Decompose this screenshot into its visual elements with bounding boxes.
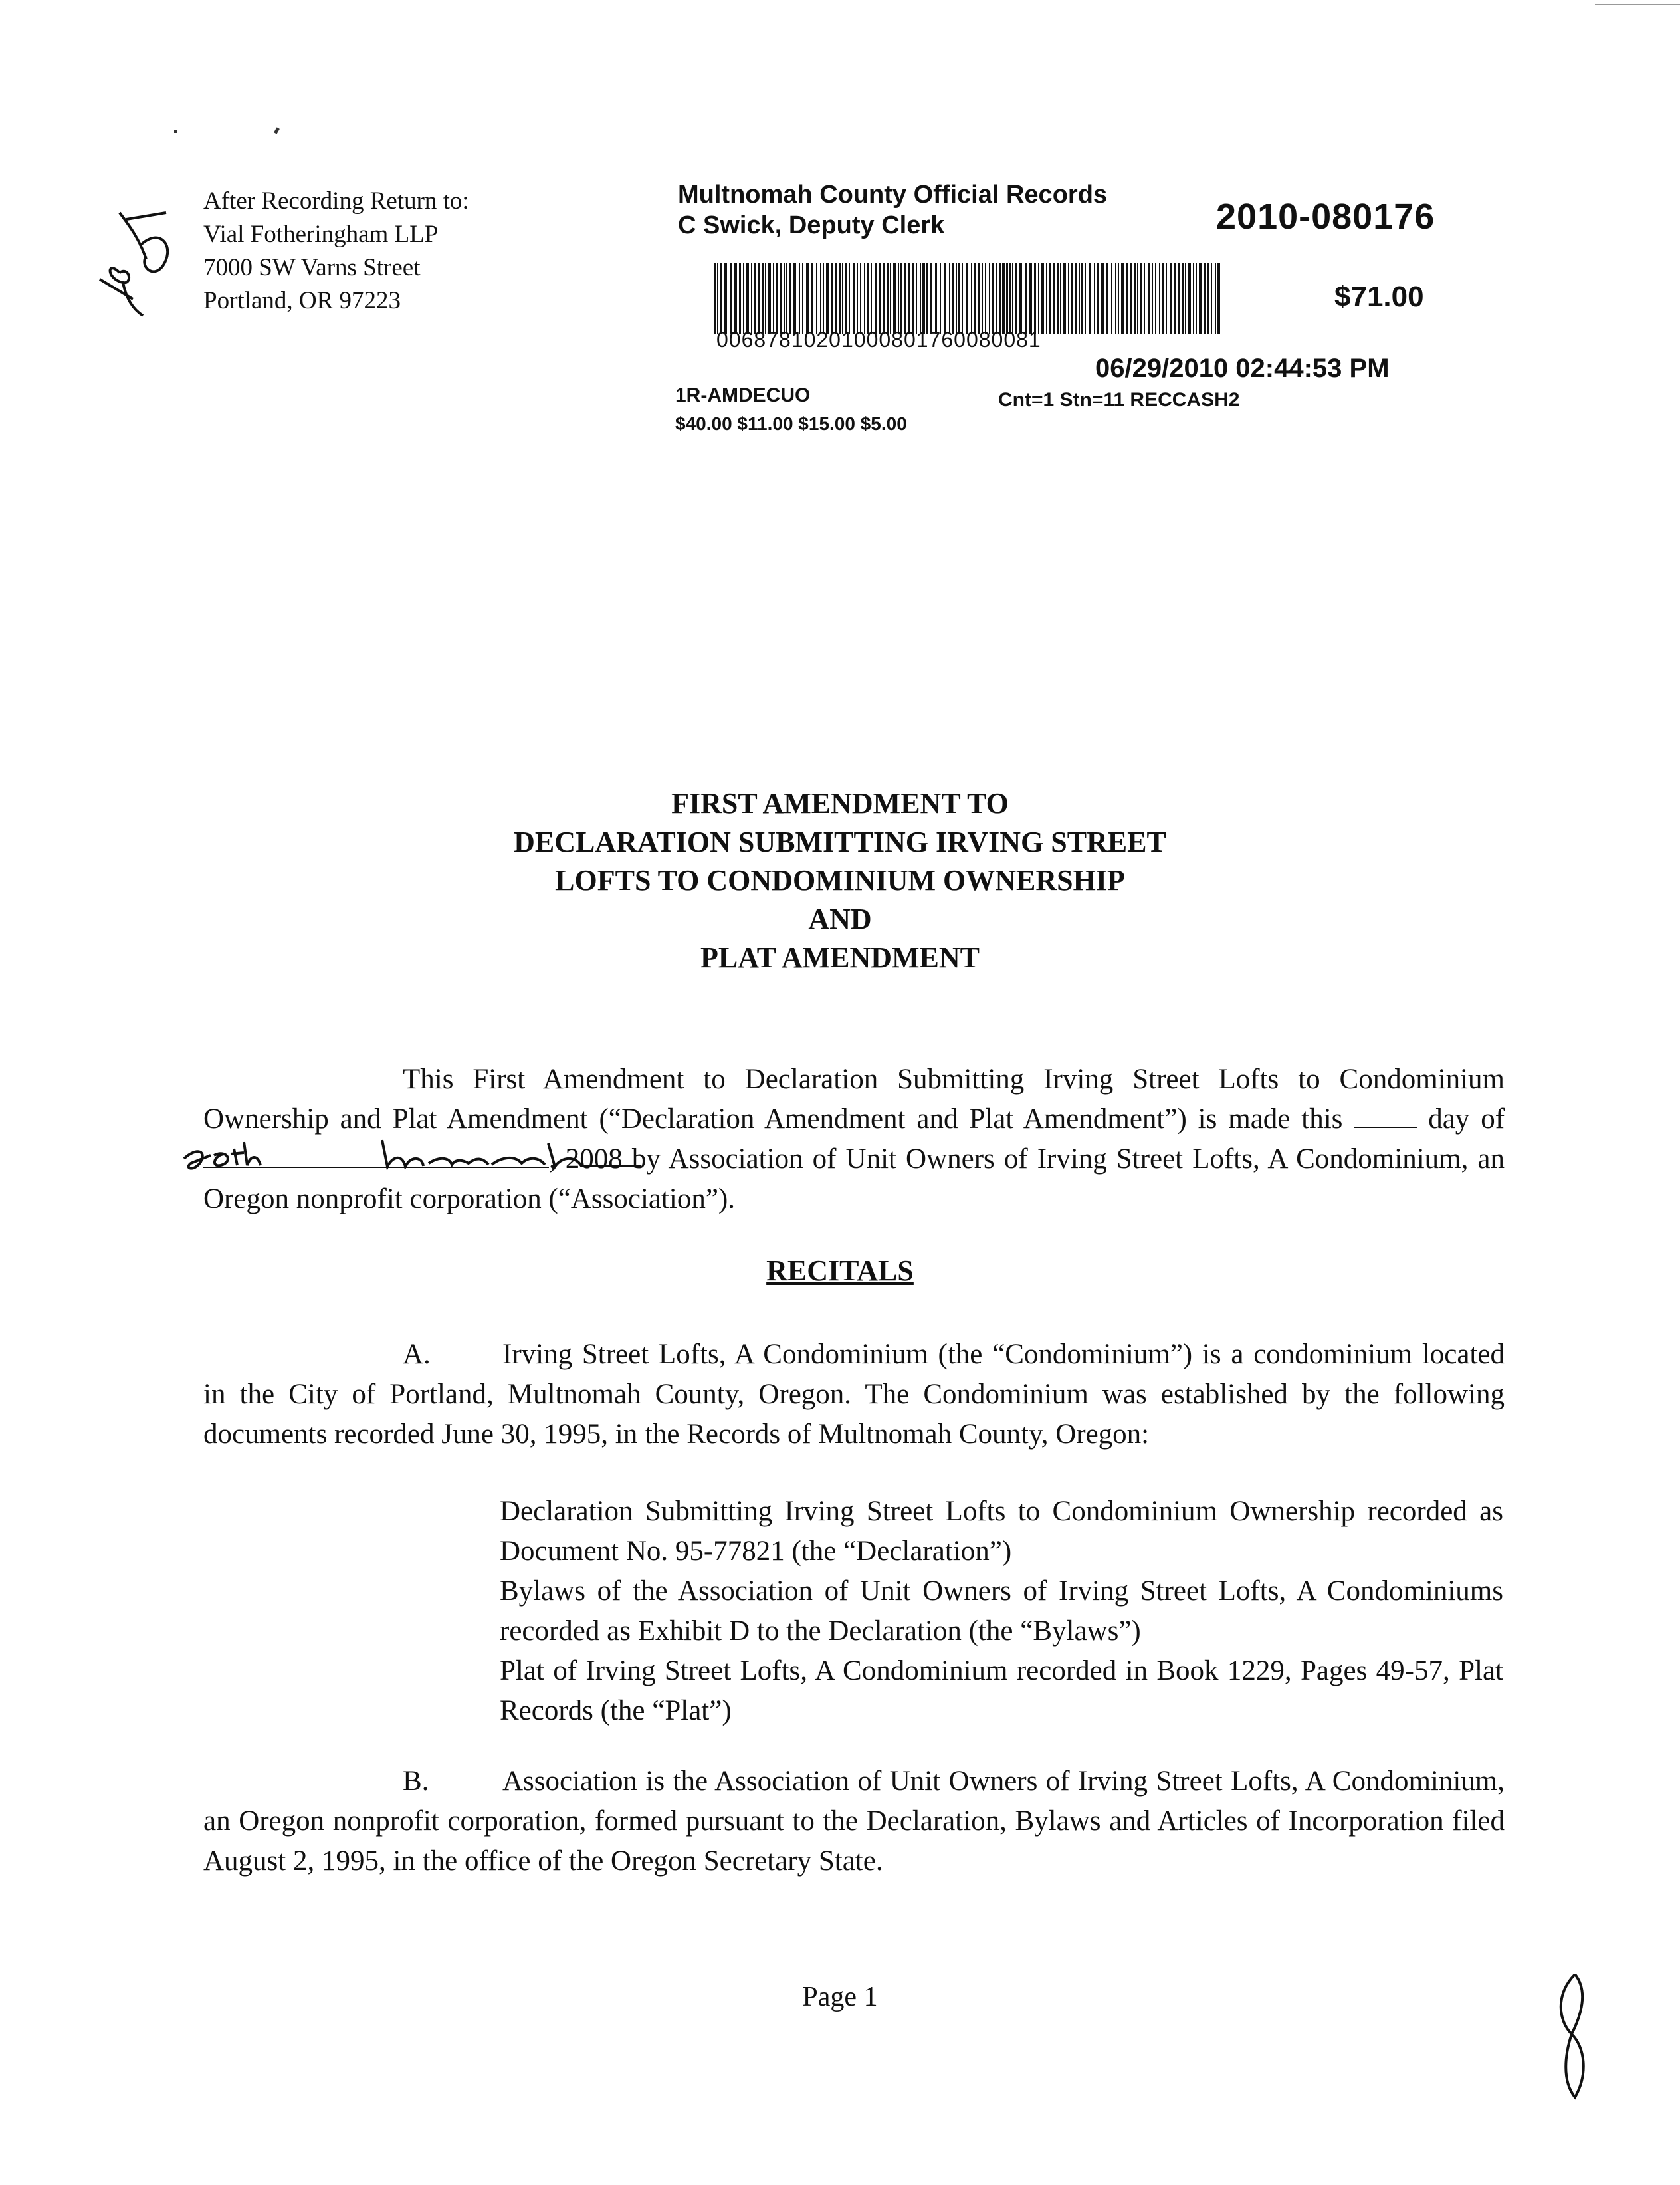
barcode-bar bbox=[849, 263, 850, 334]
barcode-bar bbox=[1204, 263, 1206, 334]
barcode-bar bbox=[1041, 263, 1044, 334]
barcode-bar bbox=[780, 263, 782, 334]
barcode-bar bbox=[1079, 263, 1080, 334]
stray-mark-tick bbox=[274, 127, 280, 134]
barcode-bar bbox=[1097, 263, 1099, 334]
barcode-bar bbox=[845, 263, 847, 334]
barcode-bar bbox=[1115, 263, 1116, 334]
barcode-bar bbox=[989, 263, 990, 334]
barcode-bar bbox=[768, 263, 771, 334]
day-blank bbox=[1354, 1101, 1417, 1128]
barcode-bar bbox=[1199, 263, 1202, 334]
barcode-bar bbox=[1006, 263, 1008, 334]
barcode-bar bbox=[1174, 263, 1176, 334]
title-line: LOFTS TO CONDOMINIUM OWNERSHIP bbox=[555, 864, 1125, 897]
barcode-bar bbox=[1060, 263, 1061, 334]
barcode-bar bbox=[999, 263, 1001, 334]
recitals-heading: RECITALS bbox=[766, 1254, 914, 1287]
barcode-bar bbox=[739, 263, 741, 334]
barcode-bar bbox=[758, 263, 760, 334]
barcode-bar bbox=[1046, 263, 1047, 334]
barcode-bar bbox=[1208, 263, 1209, 334]
return-address-line: 7000 SW Varns Street bbox=[203, 254, 421, 281]
barcode-bar bbox=[883, 263, 885, 334]
barcode-bar bbox=[776, 263, 778, 334]
recital-a bbox=[203, 1335, 1505, 1454]
barcode-bar bbox=[893, 263, 896, 334]
recital-b-text: Association is the Association of Unit Owners of Irving Street Lofts, A Condominium, an Oregon nonprofit corporation, formed pursuant to the Declaration, Bylaws and Articles of Incorporation filed August 2, 1995, in the office of the Oregon Secretary State. bbox=[203, 1766, 1505, 1877]
barcode-bar bbox=[1101, 263, 1104, 334]
barcode-bar bbox=[978, 263, 980, 334]
barcode-bar bbox=[793, 263, 796, 334]
recording-barcode bbox=[714, 263, 1223, 334]
barcode-bar bbox=[1002, 263, 1005, 334]
barcode-bar bbox=[1053, 263, 1055, 334]
barcode-bar bbox=[734, 263, 737, 334]
barcode-bar bbox=[799, 263, 800, 334]
barcode-bar bbox=[982, 263, 983, 334]
barcode-bar bbox=[1038, 263, 1039, 334]
barcode-bar bbox=[826, 263, 829, 334]
barcode-bar bbox=[916, 263, 917, 334]
barcode-bar bbox=[922, 263, 925, 334]
recital-b-label: B. bbox=[403, 1766, 429, 1797]
recording-document-number: 2010-080176 bbox=[1216, 197, 1435, 237]
barcode-bar bbox=[1121, 263, 1124, 334]
title-line: PLAT AMENDMENT bbox=[700, 941, 980, 974]
barcode-bar bbox=[971, 263, 972, 334]
recording-office: Multnomah County Official Records bbox=[678, 181, 1108, 209]
barcode-bar bbox=[1140, 263, 1142, 334]
barcode-bar bbox=[1170, 263, 1172, 334]
barcode-bar bbox=[816, 263, 817, 334]
barcode-bar bbox=[820, 263, 821, 334]
barcode-bar bbox=[1089, 263, 1091, 334]
document-title bbox=[0, 784, 1680, 977]
barcode-bar bbox=[860, 263, 861, 334]
list-item: Plat of Irving Street Lofts, A Condominium recorded in Book 1229, Pages 49-57, Plat Records (the “Plat”) bbox=[500, 1655, 1503, 1726]
barcode-bar bbox=[1130, 263, 1132, 334]
handwritten-day bbox=[181, 1135, 267, 1175]
barcode-bar bbox=[1126, 263, 1128, 334]
barcode-bar bbox=[952, 263, 954, 334]
barcode-bar bbox=[1063, 263, 1066, 334]
intro-text-part1: This First Amendment to Declaration Submitting Irving Street Lofts to Condominium Ownership and Plat Amendment (“Declaration Amendment and Plat Amendment”) is made this bbox=[203, 1064, 1505, 1135]
barcode-bar bbox=[962, 263, 963, 334]
page-number: Page 1 bbox=[802, 1982, 878, 2012]
barcode-bar bbox=[754, 263, 756, 334]
barcode-bar bbox=[1029, 263, 1032, 334]
barcode-bar bbox=[871, 263, 872, 334]
barcode-bar bbox=[724, 263, 727, 334]
barcode-bar bbox=[930, 263, 932, 334]
barcode-bar bbox=[1215, 263, 1216, 334]
barcode-bar bbox=[786, 263, 788, 334]
barcode-bar bbox=[806, 263, 809, 334]
barcode-bar bbox=[1182, 263, 1184, 334]
barcode-bar bbox=[1057, 263, 1059, 334]
barcode-bar bbox=[867, 263, 869, 334]
barcode-bar bbox=[992, 263, 994, 334]
barcode-bar bbox=[1094, 263, 1095, 334]
title-line: DECLARATION SUBMITTING IRVING STREET bbox=[514, 826, 1166, 858]
barcode-bar bbox=[1178, 263, 1180, 334]
barcode-bar bbox=[811, 263, 813, 334]
barcode-bar bbox=[1193, 263, 1194, 334]
return-address-line: Portland, OR 97223 bbox=[203, 287, 401, 314]
barcode-bar bbox=[1162, 263, 1164, 334]
barcode-bar bbox=[926, 263, 928, 334]
barcode-bar bbox=[920, 263, 921, 334]
barcode-bar bbox=[956, 263, 957, 334]
barcode-bar bbox=[890, 263, 891, 334]
barcode-bar bbox=[1009, 263, 1011, 334]
barcode-bar bbox=[908, 263, 910, 334]
barcode-bar bbox=[730, 263, 732, 334]
intro-text-part2: , 2008 by Association of Unit Owners of Irving Street Lofts, A Condominium, an Oregon nonprofit corporation (“Association”). bbox=[203, 1143, 1505, 1214]
barcode-bar bbox=[1217, 263, 1220, 334]
barcode-bar bbox=[1159, 263, 1160, 334]
recital-a-text: Irving Street Lofts, A Condominium (the “Condominium”) is a condominium located in the City of Portland, Multnomah County, Oregon. The Condominium was established by the following documents recorded June 30, 1995, in the Records of Multnomah County, Oregon: bbox=[203, 1339, 1505, 1450]
barcode-bar bbox=[746, 263, 749, 334]
handwritten-month bbox=[375, 1137, 655, 1177]
barcode-bar bbox=[773, 263, 774, 334]
document-type-code: 1R-AMDECUO bbox=[675, 384, 811, 406]
list-item: Bylaws of the Association of Unit Owners of Irving Street Lofts, A Condominiums recorded as Exhibit D to the Declaration (the “Bylaws”) bbox=[500, 1575, 1503, 1647]
barcode-bar bbox=[949, 263, 950, 334]
barcode-bar bbox=[1071, 263, 1073, 334]
recital-b bbox=[203, 1762, 1505, 1881]
return-address-line: Vial Fotheringham LLP bbox=[203, 221, 439, 248]
barcode-bar bbox=[974, 263, 976, 334]
barcode-bar bbox=[839, 263, 841, 334]
handwritten-page-mark bbox=[1548, 1968, 1595, 2107]
barcode-bar bbox=[1015, 263, 1017, 334]
barcode-digits: 00687810201000801760080081 bbox=[716, 328, 1041, 352]
barcode-bar bbox=[875, 263, 877, 334]
barcode-bar bbox=[1012, 263, 1013, 334]
barcode-bar bbox=[996, 263, 997, 334]
barcode-bar bbox=[743, 263, 744, 334]
title-line: AND bbox=[808, 903, 872, 935]
corner-scan-line bbox=[1595, 4, 1680, 5]
barcode-bar bbox=[714, 263, 716, 334]
barcode-bar bbox=[1118, 263, 1119, 334]
station-counts: Cnt=1 Stn=11 RECCASH2 bbox=[998, 389, 1240, 411]
barcode-bar bbox=[842, 263, 843, 334]
barcode-bar bbox=[720, 263, 722, 334]
barcode-bar bbox=[1166, 263, 1167, 334]
barcode-bar bbox=[823, 263, 824, 334]
barcode-bar bbox=[751, 263, 752, 334]
barcode-bar bbox=[853, 263, 855, 334]
barcode-bar bbox=[802, 263, 803, 334]
barcode-bar bbox=[1049, 263, 1051, 334]
barcode-bar bbox=[1155, 263, 1156, 334]
barcode-bar bbox=[1196, 263, 1197, 334]
barcode-bar bbox=[1034, 263, 1036, 334]
barcode-bar bbox=[789, 263, 791, 334]
barcode-bar bbox=[857, 263, 858, 334]
barcode-bar bbox=[1085, 263, 1086, 334]
barcode-bar bbox=[940, 263, 941, 334]
return-address-line: After Recording Return to: bbox=[203, 187, 469, 215]
barcode-bar bbox=[1185, 263, 1186, 334]
total-fee: $71.00 bbox=[1334, 281, 1424, 313]
title-line: FIRST AMENDMENT TO bbox=[671, 787, 1009, 820]
list-item: Declaration Submitting Irving Street Lofts to Condominium Ownership recorded as Document No. 95-77821 (the “Declaration”) bbox=[500, 1496, 1503, 1567]
barcode-bar bbox=[1025, 263, 1027, 334]
barcode-bar bbox=[912, 263, 914, 334]
barcode-bar bbox=[1137, 263, 1138, 334]
barcode-bar bbox=[1152, 263, 1153, 334]
barcode-bar bbox=[864, 263, 865, 334]
barcode-bar bbox=[879, 263, 881, 334]
barcode-bar bbox=[1144, 263, 1145, 334]
barcode-bar bbox=[1148, 263, 1150, 334]
barcode-bar bbox=[1081, 263, 1083, 334]
barcode-bar bbox=[944, 263, 946, 334]
barcode-bar bbox=[1188, 263, 1191, 334]
barcode-bar bbox=[765, 263, 766, 334]
fee-breakdown: $40.00 $11.00 $15.00 $5.00 bbox=[675, 413, 907, 434]
barcode-bar bbox=[966, 263, 968, 334]
barcode-bar bbox=[1106, 263, 1108, 334]
return-address bbox=[203, 185, 469, 318]
barcode-bar bbox=[887, 263, 889, 334]
barcode-bar bbox=[900, 263, 902, 334]
barcode-bar bbox=[1075, 263, 1077, 334]
intro-day-of: day of bbox=[1428, 1103, 1505, 1135]
barcode-bar bbox=[935, 263, 937, 334]
barcode-bar bbox=[1211, 263, 1212, 334]
recital-a-label: A. bbox=[403, 1339, 431, 1370]
barcode-bar bbox=[985, 263, 986, 334]
barcode-bar bbox=[1019, 263, 1022, 334]
barcode-bar bbox=[784, 263, 785, 334]
barcode-bar bbox=[898, 263, 899, 334]
recorded-timestamp: 06/29/2010 02:44:53 PM bbox=[1095, 354, 1390, 383]
barcode-bar bbox=[1068, 263, 1069, 334]
barcode-bar bbox=[904, 263, 906, 334]
barcode-bar bbox=[835, 263, 837, 334]
barcode-bar bbox=[762, 263, 764, 334]
barcode-bar bbox=[958, 263, 960, 334]
barcode-bar bbox=[1111, 263, 1112, 334]
handwritten-margin-note bbox=[93, 199, 186, 319]
established-documents-list bbox=[500, 1492, 1503, 1731]
barcode-bar bbox=[831, 263, 833, 334]
barcode-bar bbox=[717, 263, 718, 334]
stray-mark-dot bbox=[174, 130, 177, 133]
barcode-bar bbox=[1134, 263, 1136, 334]
deputy-clerk: C Swick, Deputy Clerk bbox=[678, 211, 945, 239]
recording-stamp-header bbox=[678, 179, 1107, 241]
